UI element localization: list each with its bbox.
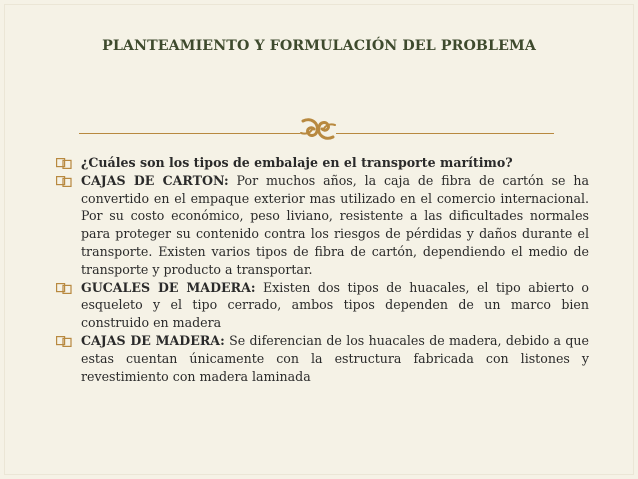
list-item-heading: GUCALES DE MADERA:	[81, 279, 256, 295]
list-item-heading: ¿Cuáles son los tipos de embalaje en el transporte marítimo?	[81, 155, 513, 170]
list-item	[56, 279, 589, 332]
double-square-bullet-icon	[56, 176, 73, 187]
list-item-text	[81, 332, 589, 385]
list-item-heading: CAJAS DE CARTON:	[81, 172, 229, 188]
bullet-list	[56, 154, 589, 385]
slide-title: PLANTEAMIENTO Y FORMULACIÓN DEL PROBLEMA	[102, 38, 536, 54]
divider-line-left	[79, 133, 300, 134]
double-square-bullet-icon	[56, 283, 73, 294]
double-square-bullet-icon	[56, 336, 73, 347]
list-item-heading: CAJAS DE MADERA:	[81, 332, 225, 348]
list-item-text	[81, 154, 589, 172]
list-item-text	[81, 172, 589, 279]
list-item	[56, 154, 589, 172]
list-item	[56, 172, 589, 279]
fleuron-ornament-icon	[297, 115, 339, 143]
list-item-body: Por muchos años, la caja de fibra de cartón se ha convertido en el empaque exterior mas utilizado en el comercio internacional. Por su costo económico, peso liviano, resistente a las dificultades normales para proteger su contenido contra los riesgos de pérdidas y daños durante el transporte. Existen varios tipos de fibra de cartón, dependiendo el medio de transporte y producto a transportar.	[81, 172, 589, 277]
divider-line-right	[336, 133, 554, 134]
list-item	[56, 332, 589, 385]
list-item-text	[81, 279, 589, 332]
list-item-body: Se diferencian de los huacales de madera, debido a que estas cuentan únicamente con la estructura fabricada con listones y revestimiento con madera laminada	[81, 332, 589, 384]
double-square-bullet-icon	[56, 158, 73, 169]
list-item-body: Existen dos tipos de huacales, el tipo abierto o esqueleto y el tipo cerrado, ambos tipos dependen de un marco bien construido en madera	[81, 279, 589, 331]
